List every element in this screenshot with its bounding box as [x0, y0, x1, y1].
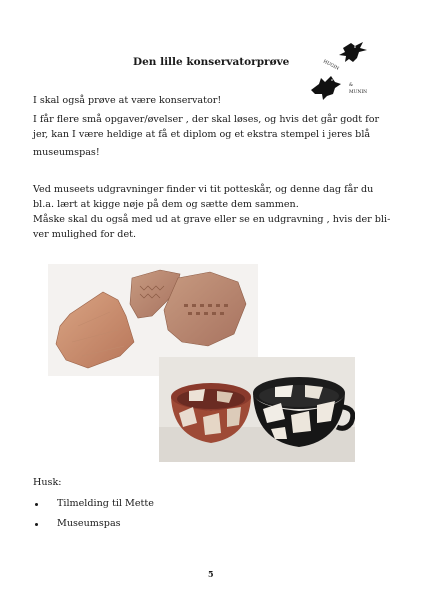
paragraph-line: ver mulighed for det. — [33, 229, 137, 240]
raven-top-icon — [339, 42, 367, 62]
logo-text-bottom: MUNIN — [349, 90, 368, 95]
reminder-list — [33, 494, 154, 534]
sherd-right — [164, 272, 246, 346]
paragraph-line: Ved museets udgravninger finder vi tit potteskår, og denne dag får du — [33, 184, 374, 195]
paragraph-line: museumspas! — [33, 147, 100, 158]
husk-label: Husk: — [33, 477, 62, 488]
sherd-left — [56, 292, 134, 368]
hugin-munin-logo — [305, 38, 375, 108]
paragraph-line: I får flere små opgaver/øvelser , der skal løses, og hvis det går godt for — [33, 114, 380, 125]
paragraph-line: bl.a. lært at kigge nøje på dem og sætte dem sammen. — [33, 199, 299, 210]
paragraph-line: I skal også prøve at være konservator! — [33, 95, 222, 106]
list-item: Tilmelding til Mette — [33, 494, 154, 514]
logo-text-and: & — [349, 83, 354, 88]
reconstructed-bowls-photo — [159, 357, 355, 462]
paragraph-line: Måske skal du også med ud at grave eller se en udgravning , hvis der bli- — [33, 214, 391, 225]
page-number: 5 — [208, 569, 214, 579]
paragraph-line: jer, kan I være heldige at få et diplom og et ekstra stempel i jeres blå — [33, 129, 371, 140]
raven-bottom-icon — [311, 76, 341, 100]
logo-text-top: HUGIN — [322, 59, 340, 72]
page-title: Den lille konservatorprøve — [133, 56, 290, 68]
list-item: Museumspas — [33, 514, 154, 534]
